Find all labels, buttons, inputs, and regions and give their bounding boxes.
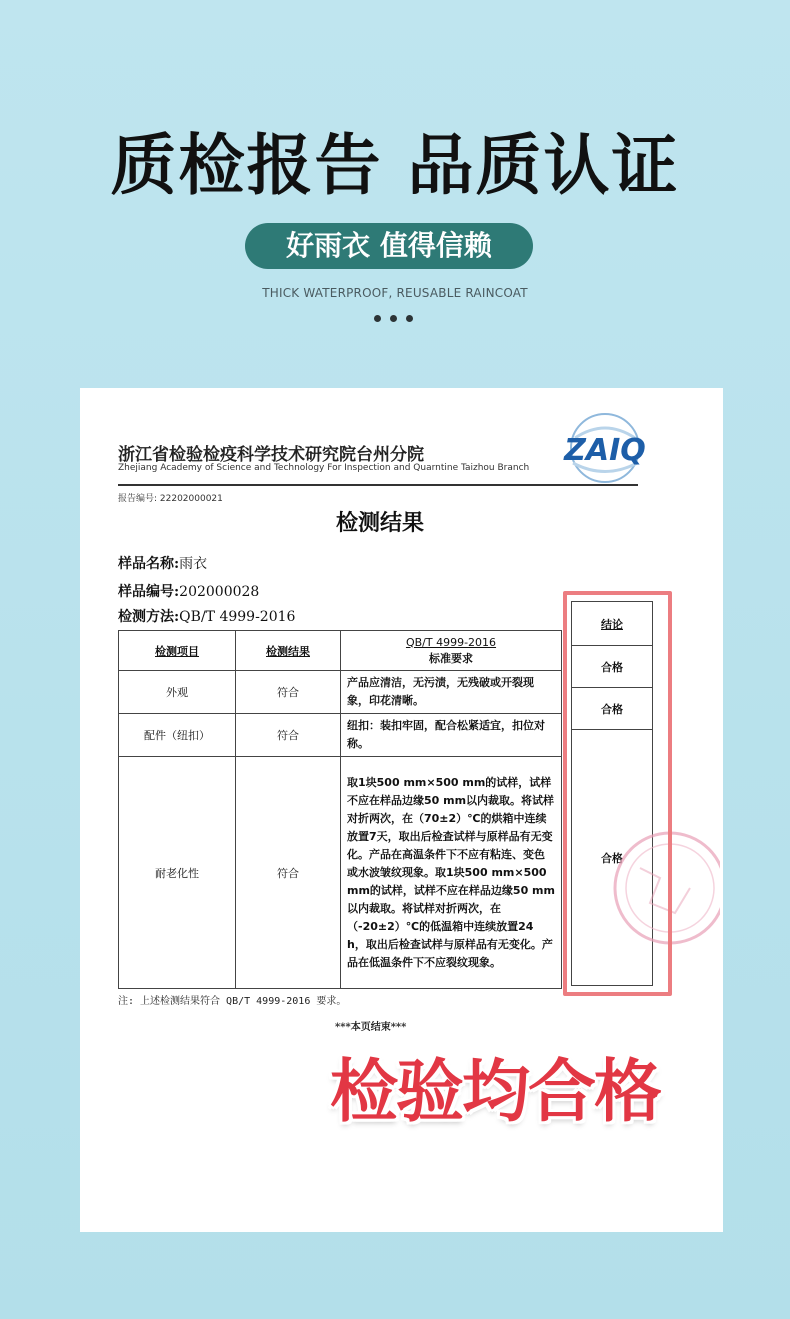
slogan-pill: 好雨衣 值得信赖	[245, 223, 533, 269]
report-note: 注: 上述检测结果符合 QB/T 4999-2016 要求。	[118, 996, 347, 1007]
page-headline: 质检报告 品质认证	[110, 127, 680, 204]
conclusion-value: 合格	[572, 688, 653, 730]
institute-logo	[535, 408, 675, 488]
row-result: 符合	[236, 714, 341, 757]
row-result: 符合	[236, 757, 341, 989]
dot	[374, 315, 381, 322]
conclusion-value: 合格	[572, 730, 653, 986]
sample-number-label: 样品编号:	[118, 584, 180, 600]
header-standard	[341, 631, 562, 671]
conclusion-highlight-frame	[563, 591, 672, 996]
sample-name-label: 样品名称:	[118, 556, 180, 572]
conclusion-value: 合格	[572, 646, 653, 688]
table-row	[119, 757, 562, 989]
document-title: 检测结果	[335, 510, 424, 536]
row-item: 耐老化性	[119, 757, 236, 989]
header-test-result: 检测结果	[236, 631, 341, 671]
report-number: 报告编号: 22202000021	[118, 494, 223, 504]
row-item: 配件（纽扣）	[119, 714, 236, 757]
sample-name-value: 雨衣	[179, 556, 208, 572]
header-test-item: 检测项目	[119, 631, 236, 671]
logo-text: ZAIQ	[564, 433, 646, 468]
test-results-table	[118, 630, 562, 989]
standard-requirement-label: 标准要求	[429, 651, 473, 665]
sample-number-value: 202000028	[179, 584, 260, 600]
sample-number-field	[118, 581, 259, 601]
english-subtitle: THICK WATERPROOF, REUSABLE RAINCOAT	[262, 286, 528, 300]
test-method-field	[118, 606, 295, 626]
institute-name: 浙江省检验检疫科学技术研究院台州分院	[118, 445, 424, 465]
dot	[390, 315, 397, 322]
end-of-page-mark: ***本页结束***	[335, 1022, 407, 1033]
row-result: 符合	[236, 671, 341, 714]
row-item: 外观	[119, 671, 236, 714]
table-header-row	[119, 631, 562, 671]
test-method-label: 检测方法:	[118, 609, 180, 625]
dot	[406, 315, 413, 322]
dots-divider	[374, 315, 418, 323]
table-row	[119, 671, 562, 714]
institute-name-english: Zhejiang Academy of Science and Technology For Inspection and Quarntine Taizhou Branch	[118, 463, 530, 473]
all-passed-label: 检验均合格	[330, 1053, 661, 1132]
test-method-value: QB/T 4999-2016	[179, 609, 296, 625]
row-requirement: 取1块500 mm×500 mm的试样，试样不应在样品边缘50 mm以内裁取。将试样对折两次，在（70±2）℃的烘箱中连续放置7天，取出后检查试样与原样品有无变化。产品在高温条件下不应有粘连、变色或水波皱纹现象。取1块500 mm×500 mm的试样，试样不应在样品边缘50 mm以内裁取。将试样对折两次，在（-20±2）℃的低温箱中连续放置24 h，取出后检查试样与原样品有无变化。产品在低温条件下不应裂纹现象。	[341, 757, 562, 989]
table-row	[119, 714, 562, 757]
sample-name-field	[118, 553, 207, 573]
standard-code: QB/T 4999-2016	[405, 635, 497, 649]
conclusion-header: 结论	[572, 602, 653, 646]
row-requirement: 产品应清洁，无污渍，无残破或开裂现象，印花清晰。	[341, 671, 562, 714]
row-requirement: 纽扣：装扣牢固，配合松紧适宜，扣位对称。	[341, 714, 562, 757]
